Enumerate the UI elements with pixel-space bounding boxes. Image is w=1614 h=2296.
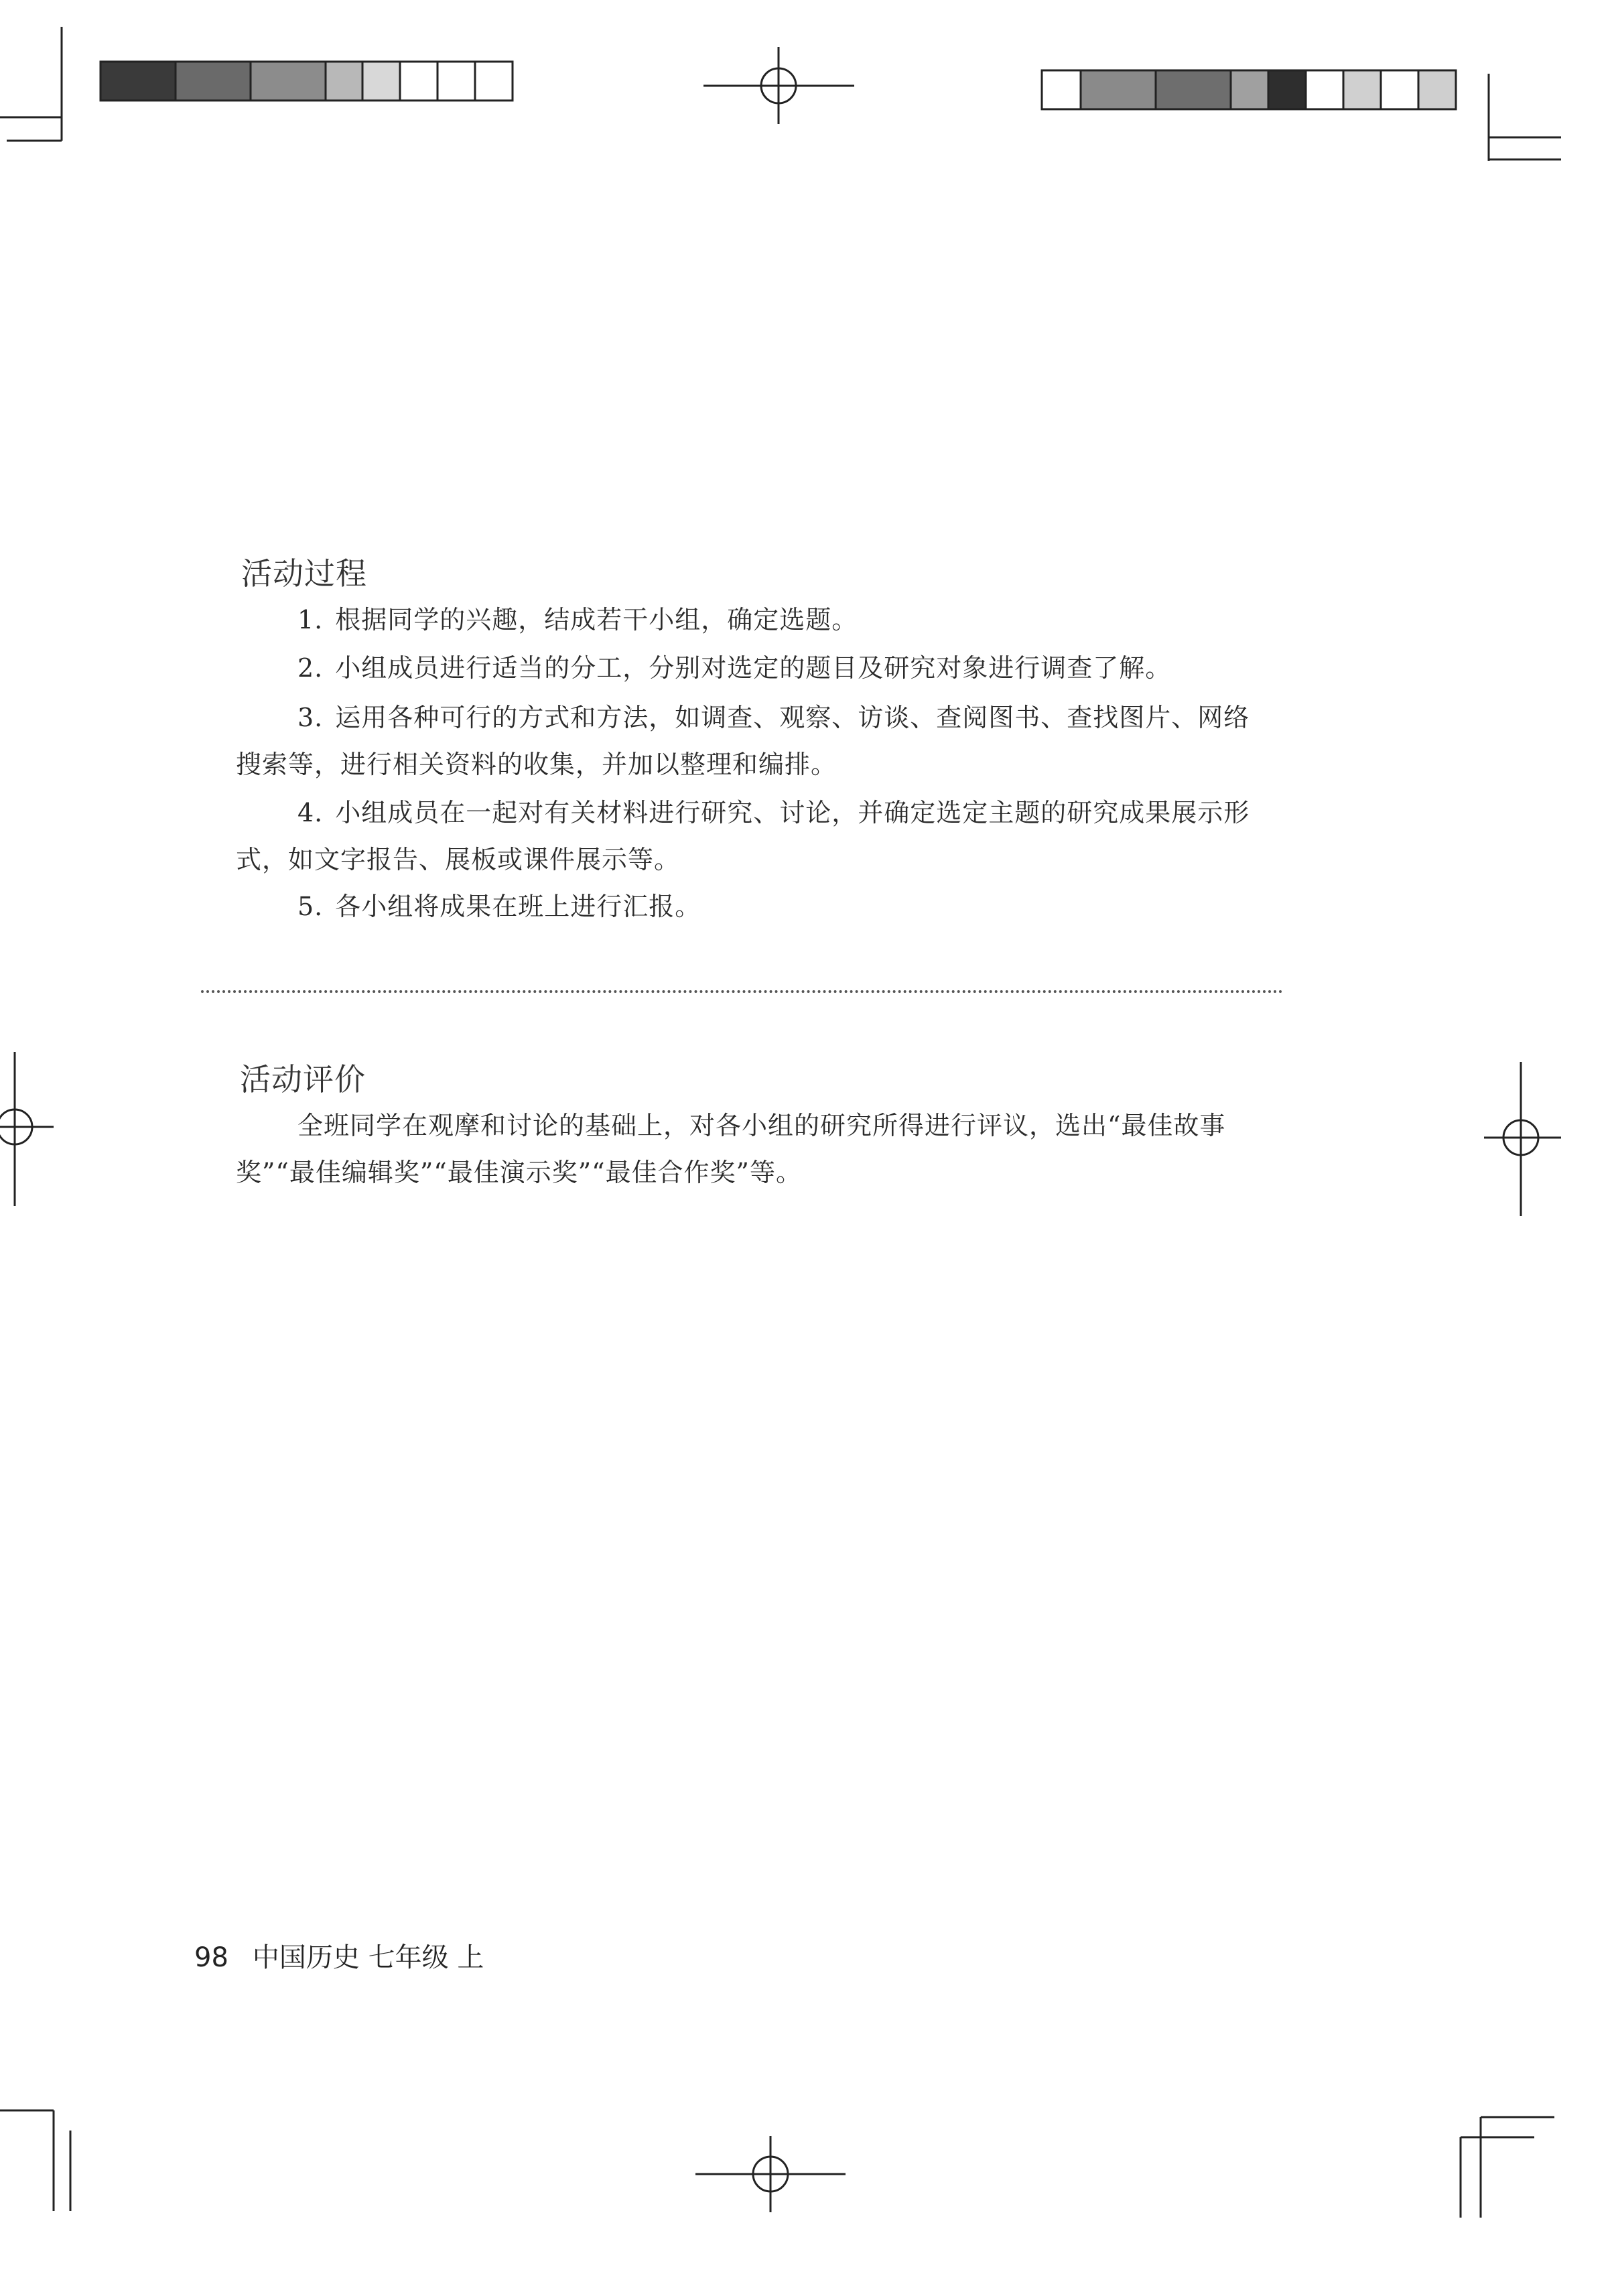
process-item-1 xyxy=(236,596,1268,643)
process-heading: 活动过程 xyxy=(241,555,367,592)
item-text: 小组成员在一起对有关材料进行研究、讨论，并确定选定主题的研究成果展示形式，如文字报告、展板或课件展示等。 xyxy=(236,798,1250,874)
evaluation-text: 全班同学在观摩和讨论的基础上，对各小组的研究所得进行评议，选出“最佳故事奖”“最佳编辑奖”“最佳演示奖”“最佳合作奖”等。 xyxy=(236,1111,1226,1187)
process-item-2 xyxy=(236,645,1268,691)
dotted-divider xyxy=(201,990,1283,993)
page-footer xyxy=(194,1936,484,1974)
page-number: 98 xyxy=(194,1942,228,1973)
item-text: 运用各种可行的方式和方法，如调查、观察、访谈、查阅图书、查找图片、网络搜索等，进行相关资料的收集，并加以整理和编排。 xyxy=(236,703,1250,779)
item-number: 4. xyxy=(297,798,324,827)
item-number: 3. xyxy=(297,703,324,732)
item-text: 小组成员进行适当的分工，分别对选定的题目及研究对象进行调查了解。 xyxy=(335,653,1172,683)
evaluation-heading: 活动评价 xyxy=(240,1061,366,1097)
process-item-3 xyxy=(236,694,1268,788)
process-item-5 xyxy=(236,883,1268,930)
item-number: 2. xyxy=(297,653,324,683)
item-text: 根据同学的兴趣，结成若干小组，确定选题。 xyxy=(335,605,858,634)
item-text: 各小组将成果在班上进行汇报。 xyxy=(335,892,701,921)
process-item-4 xyxy=(236,789,1268,883)
item-number: 1. xyxy=(297,605,324,634)
book-title: 中国历史 七年级 上 xyxy=(252,1942,484,1973)
item-number: 5. xyxy=(297,892,324,921)
